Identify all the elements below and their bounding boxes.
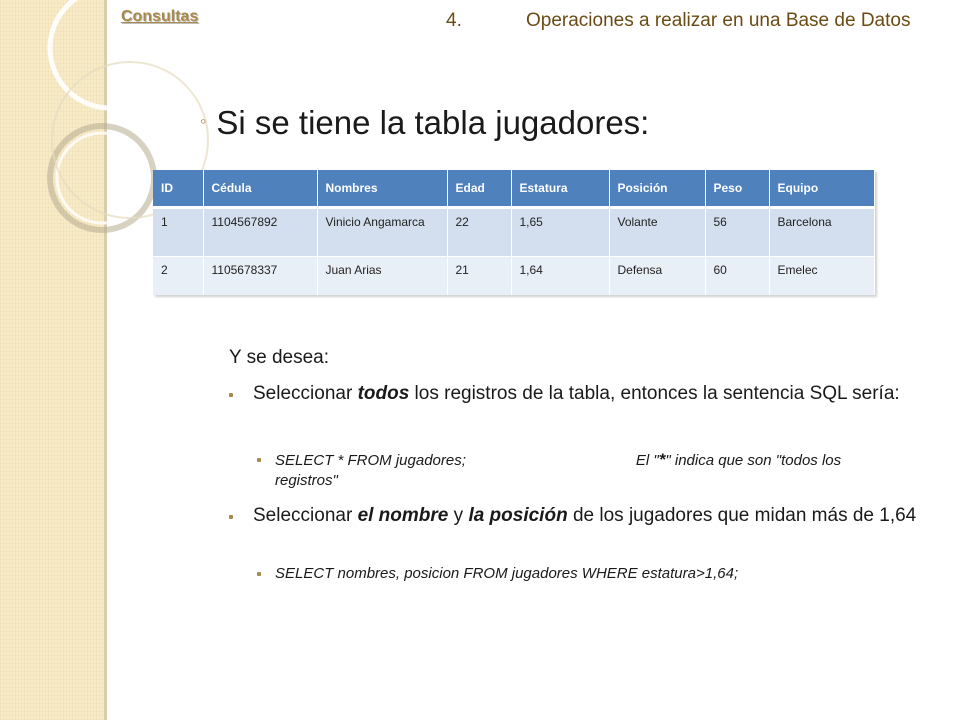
square-bullet-icon <box>257 572 261 576</box>
section-title-text: Operaciones a realizar en una Base de Datos <box>526 10 911 31</box>
item-emphasis: la posición <box>468 505 568 526</box>
column-header: Edad <box>447 170 511 208</box>
column-header: ID <box>153 170 203 208</box>
square-bullet-icon <box>229 393 233 397</box>
table-cell: 21 <box>447 257 511 296</box>
column-header: Cédula <box>203 170 317 208</box>
players-table <box>153 170 875 295</box>
sql-query: SELECT * FROM jugadores; <box>275 452 466 469</box>
table-cell: Defensa <box>609 257 705 296</box>
item-emphasis: todos <box>357 383 410 404</box>
table-cell: Volante <box>609 208 705 257</box>
table-row <box>153 257 874 296</box>
table-cell: Emelec <box>769 257 874 296</box>
query-note: El "*" indica que son "todos los registros" <box>275 450 842 489</box>
table-cell: Barcelona <box>769 208 874 257</box>
asterisk-symbol: * <box>658 450 666 469</box>
item-text: Seleccionar <box>253 505 358 526</box>
intro-text: Y se desea: <box>229 347 330 368</box>
table-cell: 1 <box>153 208 203 257</box>
slide-heading-text: Si se tiene la tabla jugadores: <box>216 104 650 141</box>
section-title <box>446 10 910 32</box>
sql-query: SELECT nombres, posicion FROM jugadores WHERE estatura>1,64; <box>275 565 739 582</box>
sublist-item-query-filter <box>257 564 897 584</box>
table-cell: 22 <box>447 208 511 257</box>
column-header: Peso <box>705 170 769 208</box>
table-cell: 1,65 <box>511 208 609 257</box>
column-header: Estatura <box>511 170 609 208</box>
circle-bullet-icon: ◦ <box>200 110 207 131</box>
sublist-item-query-all <box>257 450 897 491</box>
table-cell: 1105678337 <box>203 257 317 296</box>
table-cell: 60 <box>705 257 769 296</box>
item-text: y <box>448 505 469 526</box>
table-cell: 1104567892 <box>203 208 317 257</box>
item-emphasis: el nombre <box>357 505 449 526</box>
item-text: los registros de la tabla, entonces la sentencia SQL sería: <box>409 383 900 404</box>
column-header: Nombres <box>317 170 447 208</box>
item-text: de los jugadores que midan más de 1,64 <box>567 505 917 526</box>
item-text: Seleccionar <box>253 383 358 404</box>
slide-heading <box>200 104 649 142</box>
table-row <box>153 208 874 257</box>
square-bullet-icon <box>229 515 233 519</box>
column-header: Posición <box>609 170 705 208</box>
list-item-select-all <box>233 381 933 407</box>
table-cell: Vinicio Angamarca <box>317 208 447 257</box>
header-consultas-label: Consultas <box>121 8 199 25</box>
square-bullet-icon <box>257 458 261 462</box>
table-cell: 1,64 <box>511 257 609 296</box>
table-cell: Juan Arias <box>317 257 447 296</box>
list-item-select-name-position <box>233 503 933 529</box>
table-cell: 56 <box>705 208 769 257</box>
table-cell: 2 <box>153 257 203 296</box>
section-number: 4. <box>446 10 462 31</box>
table-header-row <box>153 170 874 208</box>
column-header: Equipo <box>769 170 874 208</box>
